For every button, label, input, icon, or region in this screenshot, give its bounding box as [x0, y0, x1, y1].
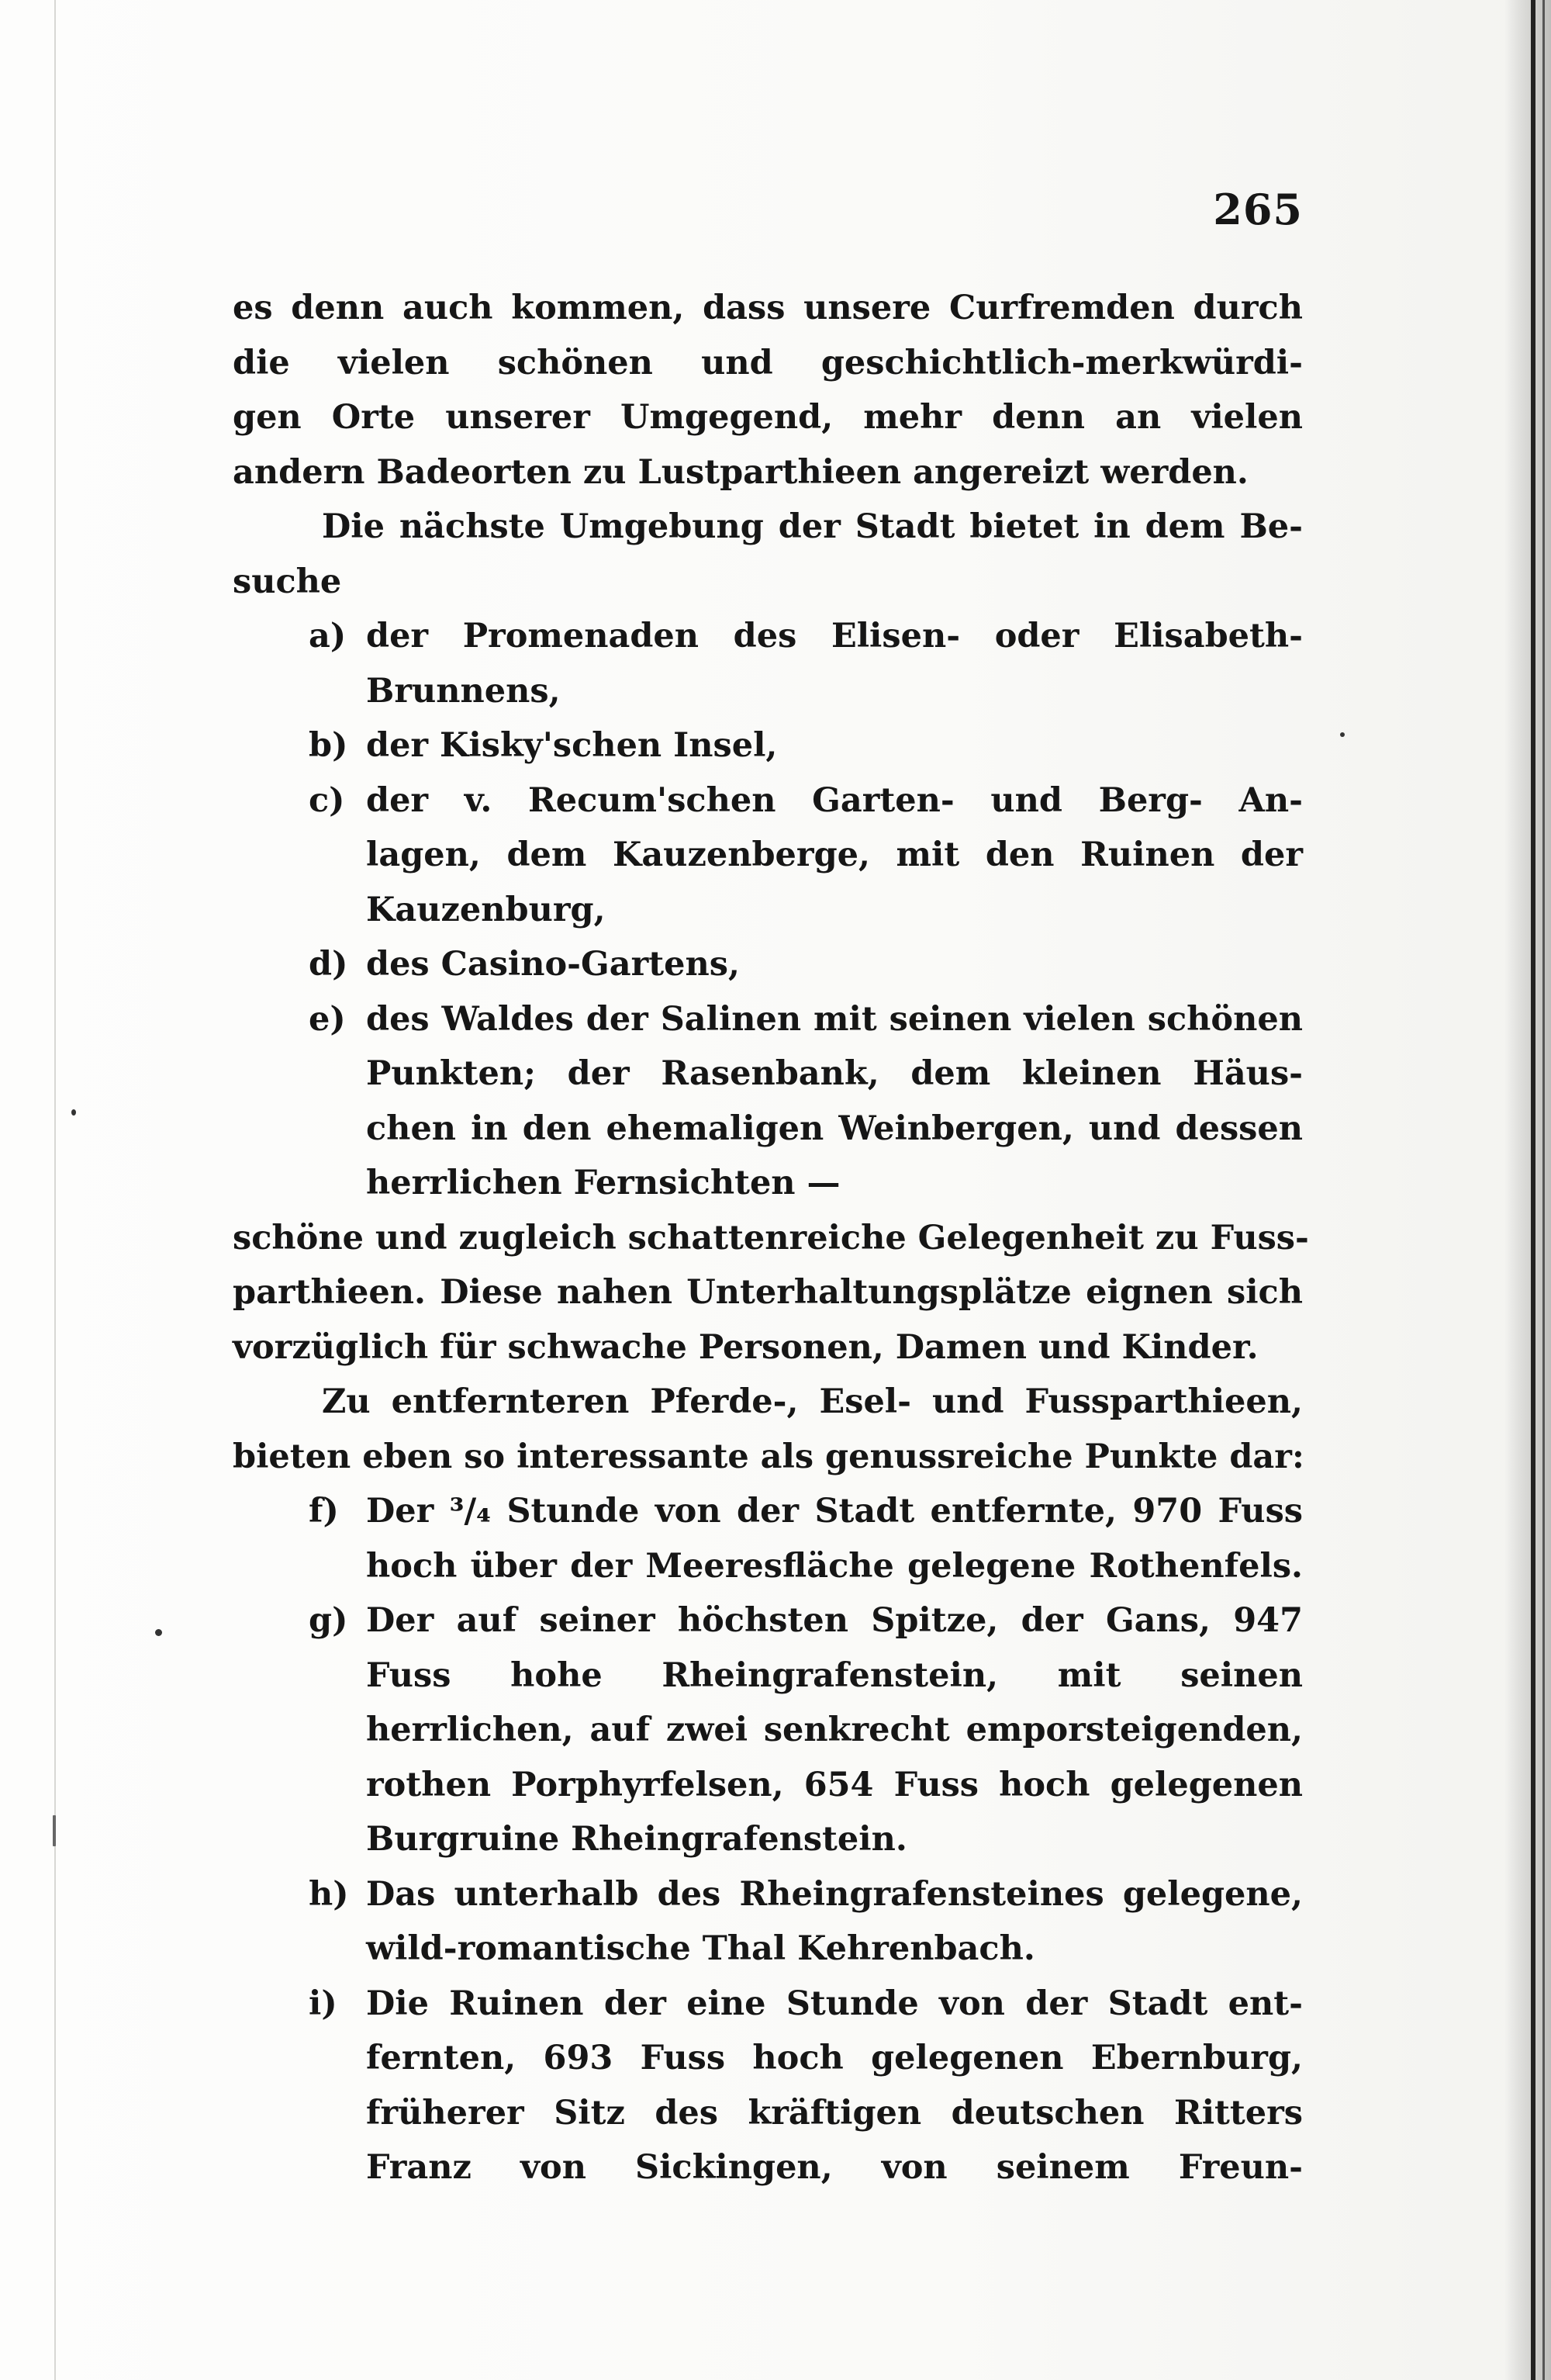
text-line: Die nächste Umgebung der Stadt bietet in dem Be- — [322, 507, 1303, 546]
text-line: suche — [233, 562, 342, 601]
page-number: 265 — [1213, 185, 1303, 234]
text-line: gen Orte unserer Umgegend, mehr denn an vielen — [233, 398, 1303, 437]
text-line: parthieen. Diese nahen Unterhaltungsplätze eignen sich — [233, 1273, 1303, 1312]
list-item-continuation: früherer Sitz des kräftigen deutschen Ritters — [366, 2093, 1303, 2133]
text-line: die vielen schönen und geschichtlich-merkwürdi- — [233, 343, 1303, 382]
text-line — [233, 1484, 1303, 1539]
ink-speck — [1340, 732, 1345, 737]
text-line — [233, 773, 1303, 829]
text-line — [233, 1156, 1303, 1211]
list-item-label: i) — [309, 1984, 337, 2023]
list-item-text: Die Ruinen der eine Stunde von der Stadt ent- — [366, 1984, 1303, 2023]
list-item-text: der Kisky'schen Insel, — [366, 726, 778, 765]
text-line — [233, 1867, 1303, 1922]
ink-mark — [53, 1815, 56, 1846]
page-left-fold-line — [54, 0, 56, 2380]
list-item-continuation: Burgruine Rheingrafenstein. — [366, 1820, 907, 1859]
list-item-label: b) — [309, 726, 348, 765]
list-item-label: f) — [309, 1492, 339, 1531]
ink-speck — [71, 1109, 76, 1116]
list-item-continuation: Franz von Sickingen, von seinem Freun- — [366, 2148, 1303, 2187]
text-line: andern Badeorten zu Lustparthieen angereizt werden. — [233, 452, 1249, 492]
list-item-continuation: Fuss hohe Rheingrafenstein, mit seinen — [366, 1655, 1303, 1695]
list-item-label: a) — [309, 617, 347, 656]
text-line — [233, 1758, 1303, 1813]
list-item-continuation: herrlichen, auf zwei senkrecht emporsteigenden, — [366, 1711, 1303, 1749]
list-item-text: des Casino-Gartens, — [366, 945, 740, 984]
text-line — [233, 1593, 1303, 1648]
text-line — [233, 992, 1303, 1047]
list-item-continuation: Brunnens, — [366, 671, 561, 711]
list-item-text: der v. Recum'schen Garten- und Berg- An- — [366, 780, 1303, 820]
text-line: vorzüglich für schwache Personen, Damen und Kinder. — [233, 1327, 1259, 1367]
text-line: bieten eben so interessante als genussreiche Punkte dar: — [233, 1437, 1304, 1476]
list-item-label: c) — [309, 780, 345, 820]
list-item-continuation: rothen Porphyrfelsen, 654 Fuss hoch gelegenen — [366, 1765, 1303, 1804]
binding-edge-line-outer — [1542, 0, 1545, 2380]
list-item-text: des Waldes der Salinen mit seinen vielen schönen — [366, 999, 1303, 1039]
binding-edge-line — [1531, 0, 1535, 2380]
list-item-label: e) — [309, 999, 346, 1039]
text-line — [233, 1703, 1303, 1758]
list-item-label: g) — [309, 1601, 348, 1640]
text-line — [233, 1922, 1303, 1977]
text-line — [233, 1539, 1303, 1594]
list-item-continuation: lagen, dem Kauzenberge, mit den Ruinen der — [366, 835, 1303, 874]
text-line — [233, 1102, 1303, 1157]
list-item-text: Der ³/₄ Stunde von der Stadt entfernte, 970 Fuss — [366, 1492, 1303, 1531]
list-item-continuation: wild-romantische Thal Kehrenbach. — [366, 1929, 1035, 1968]
list-item-label: h) — [309, 1874, 349, 1914]
text-line — [233, 718, 1303, 773]
list-item-text: Der auf seiner höchsten Spitze, der Gans, 947 — [366, 1601, 1303, 1640]
ink-speck — [155, 1629, 162, 1636]
list-item-text: Das unterhalb des Rheingrafensteines gelegene, — [366, 1874, 1303, 1914]
text-line: es denn auch kommen, dass unsere Curfremden durch — [233, 289, 1303, 327]
list-item-label: d) — [309, 945, 348, 984]
text-line: Zu entfernteren Pferde-, Esel- und Fussparthieen, — [322, 1382, 1303, 1421]
body-text — [233, 281, 1309, 2195]
text-line — [233, 1648, 1303, 1704]
text-line — [233, 2031, 1303, 2086]
list-item-continuation: herrlichen Fernsichten — — [366, 1164, 841, 1202]
text-line — [233, 609, 1303, 664]
text-line — [233, 1812, 1303, 1867]
text-line — [233, 828, 1303, 883]
text-line — [233, 937, 1303, 992]
text-line — [233, 883, 1303, 938]
list-item-continuation: Punkten; der Rasenbank, dem kleinen Häus- — [366, 1054, 1303, 1093]
text-line — [233, 2086, 1303, 2141]
list-item-continuation: chen in den ehemaligen Weinbergen, und dessen — [366, 1109, 1303, 1148]
text-line: schöne und zugleich schattenreiche Gelegenheit zu Fuss- — [233, 1218, 1309, 1257]
text-line — [233, 1977, 1303, 2032]
text-line — [233, 2140, 1303, 2195]
list-item-text: der Promenaden des Elisen- oder Elisabeth- — [366, 617, 1303, 656]
text-line — [233, 1046, 1303, 1102]
list-item-continuation: hoch über der Meeresfläche gelegene Rothenfels. — [366, 1546, 1303, 1586]
list-item-continuation: fernten, 693 Fuss hoch gelegenen Ebernburg, — [366, 2039, 1303, 2077]
list-item-continuation: Kauzenburg, — [366, 890, 606, 929]
text-line — [233, 664, 1303, 719]
